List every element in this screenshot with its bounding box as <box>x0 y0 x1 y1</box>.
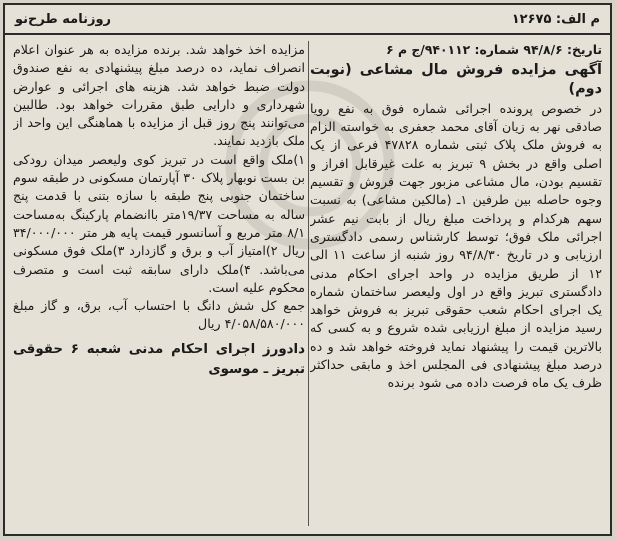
notice-title: آگهی مزایده فروش مال مشاعی (نوبت دوم) <box>310 62 602 97</box>
left-column-paragraph-1: مزایده اخذ خواهد شد. برنده مزایده به هر عنوان اعلام انصراف نماید، ده درصد مبلغ پیشنهادی به نفع صندوق دولت ضبط خواهد شد. هزینه های اجرائی و عوارض شهرداری و دارایی طبق مقررات خواهد بود. طالبین می‌توانند پنج روز قبل از مزایده با هماهنگی این واحد از ملک بازدید نمایند. <box>13 42 305 149</box>
notice-date-number: تاریخ: ۹۴/۸/۶ شماره: ۹۴۰۱۱۲/ج م ۶ <box>386 42 602 57</box>
legal-notice-clipping <box>3 3 612 536</box>
left-column-paragraph-3: جمع کل شش دانگ با احتساب آب، برق، و گاز مبلغ ۴/۰۵۸/۵۸۰/۰۰۰ ریال <box>13 298 305 332</box>
left-column-paragraph-2: ۱)ملک واقع است در تبریز کوی ولیعصر میدان رودکی بن بست نوبهار پلاک ۳۰ آپارتمان مسکونی در طبقه سوم ساختمان جنوبی پنج طبقه با سازه بتنی با قدمت پنج ساله به مساحت ۱۹/۳۷متر باانضمام پارکینگ به‌مساحت ۸/۱ متر مربع و آسانسور قیمت پایه هر متر ۳۴/۰۰۰/۰۰۰ ریال ۲)امتیاز آب و برق و گازدارد ۳)ملک فوق مسکونی می‌باشد. ۴)ملک دارای سابقه ثبت است و متصرف محکوم علیه است. <box>13 151 305 295</box>
newspaper-name: روزنامه طرح‌نو <box>15 11 112 27</box>
clipping-header <box>5 5 610 35</box>
notice-code: م الف: ۱۲۶۷۵ <box>511 11 600 27</box>
notice-signature: دادورز اجرای احکام مدنی شعبه ۶ حقوقی تبریز ـ موسوی <box>13 341 305 377</box>
right-column-body: در خصوص پرونده اجرائی شماره فوق به نفع رویا صادقی نهر به زیان آقای محمد جعفری به خواسته الزام به فروش ملک پلاک ثبتی شماره ۴۷۸۲۸ فرعی از یک اصلی واقع در بخش ۹ تبریز به علت غیرقابل افراز و تقسیم بودن، مال مشاعی مزبور جهت فروش و تقسیم وجوه حاصله بین طرفین ۱ـ (مالکین مشاعی) به نسبت سهم هرکدام و پرداخت مبلغ ریال از بابت نیم عشر اجرائی ملک فوق؛ توسط کارشناس رسمی دادگستری ارزیابی و در تاریخ ۹۴/۸/۳۰ روز شنبه از ساعت ۱۱ الی ۱۲ از طریق مزایده در واحد اجرای احکام مدنی دادگستری تبریز واقع در اول ولیعصر ساختمان شماره یک اجرای احکام شعب حقوقی تبریز به فروش خواهد رسید مزایده از مبلغ ارزیابی شده شروع و به کسی که بالاترین قیمت را پیشنهاد نماید فروخته خواهد شد و ده درصد مبلغ پیشنهادی فی المجلس اخذ و مابقی حداکثر ظرف یک ماه فرصت داده می شود برنده <box>310 100 602 391</box>
column-divider <box>308 41 309 526</box>
right-column <box>310 41 602 528</box>
left-column <box>13 41 305 528</box>
